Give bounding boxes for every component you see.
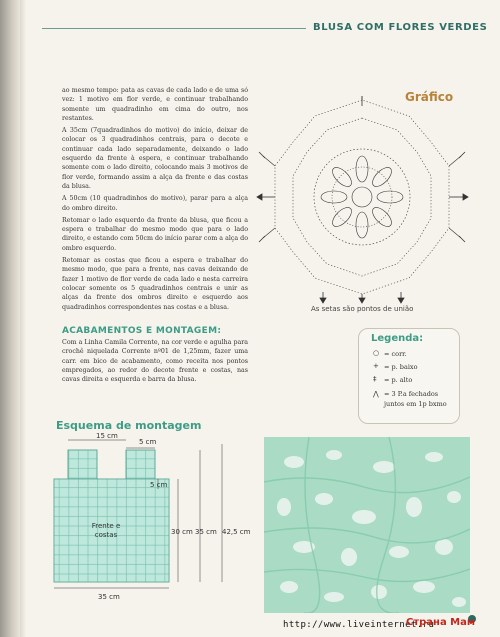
grafico-caption: As setas são pontos de união bbox=[311, 305, 414, 313]
double-crochet-icon: ‡ bbox=[373, 375, 377, 383]
esquema-diagram bbox=[40, 430, 270, 610]
single-crochet-icon: + bbox=[373, 362, 379, 370]
dim-35cm-w: 35 cm bbox=[98, 593, 120, 601]
legend-title: Legenda: bbox=[371, 333, 424, 344]
footer-url[interactable]: http://www.liveinternet.ru bbox=[283, 620, 435, 630]
dim-5cm-top: 5 cm bbox=[139, 438, 157, 446]
page-header-title: BLUSA COM FLORES VERDES bbox=[313, 22, 488, 33]
paragraph: Com a Linha Camila Corrente, na cor verde e agulha para crochê niquelada Corrente nº01 de 1,25mm, fazer uma carr. em bico de acabamento, como receita nos pontos empregados, ao redor do decote frente e costas, nas cavas direita e esquerda e barra da blusa. bbox=[62, 339, 248, 384]
paragraph: ao mesmo tempo: pata as cavas de cada lado e de uma só vez: 1 motivo em flor verde, e continuar trabalhando somente um quadradinho em cima do outro, nos restantes. bbox=[62, 87, 248, 122]
lace-photo bbox=[264, 437, 470, 613]
dim-5cm-side: 5 cm bbox=[150, 481, 168, 489]
page-spine-shadow bbox=[0, 0, 20, 637]
chain-icon: ○ bbox=[373, 349, 380, 357]
esquema-title: Esquema de montagem bbox=[56, 419, 202, 432]
page-gutter bbox=[20, 0, 26, 637]
acabamentos-title: ACABAMENTOS E MONTAGEM: bbox=[62, 326, 222, 336]
legend-item: = p. alto bbox=[384, 376, 413, 384]
dim-42-5cm: 42,5 cm bbox=[222, 528, 251, 536]
piece-label: Frente e costas bbox=[91, 522, 121, 539]
paragraph: Retomar o lado esquerdo da frente da blusa, que ficou a espera e trabalhar do mesmo modo que para o lado direito, e estando com 50cm do início parar com a alça do ombro esquerdo. bbox=[62, 216, 248, 252]
dim-15cm: 15 cm bbox=[96, 432, 118, 440]
legend-item: juntos em 1p bxmo bbox=[384, 400, 447, 408]
paragraph: A 50cm (10 quadradinhos do motivo), parar para a alça do ombro direito. bbox=[62, 195, 248, 212]
legend-item: = p. baixo bbox=[384, 363, 418, 371]
paragraph: A 35cm (7quadradinhos do motivo) do início, deixar de colocar os 3 quadradinhos centrais, para o decote e continuar cada lado separadamente, deixando o lado esquerdo da frente à espera, e continuar trabalhando somente com o lado direito, colocando mais 3 motivos de flor verde, formando assim a alça da frente e das costas da blusa. bbox=[62, 127, 248, 190]
cluster-icon: ⋀ bbox=[373, 390, 379, 398]
legend-item: = corr. bbox=[384, 350, 407, 358]
dim-30cm: 30 cm bbox=[171, 528, 193, 536]
watermark-logo: Страна Мам bbox=[406, 617, 476, 628]
header-rule bbox=[42, 28, 306, 29]
paragraph: Retomar as costas que ficou a espera e trabalhar do mesmo modo, que para a frente, nas cavas deixando de fazer 1 motivo de flor verde de cada lado e nesta carreira colocar somente os 5 quadradinhos centrais e unir as alças da frente dos ombros direito e esquerdo aos quadradinhos correspondentes nas costas e a blusa. bbox=[62, 257, 248, 311]
instructions-text bbox=[62, 86, 248, 315]
acabamentos-text bbox=[62, 338, 248, 387]
dim-35cm-h: 35 cm bbox=[195, 528, 217, 536]
grafico-title: Gráfico bbox=[405, 90, 454, 104]
legend-item: = 3 P.a fechados bbox=[384, 390, 439, 398]
crochet-chart bbox=[255, 96, 470, 306]
